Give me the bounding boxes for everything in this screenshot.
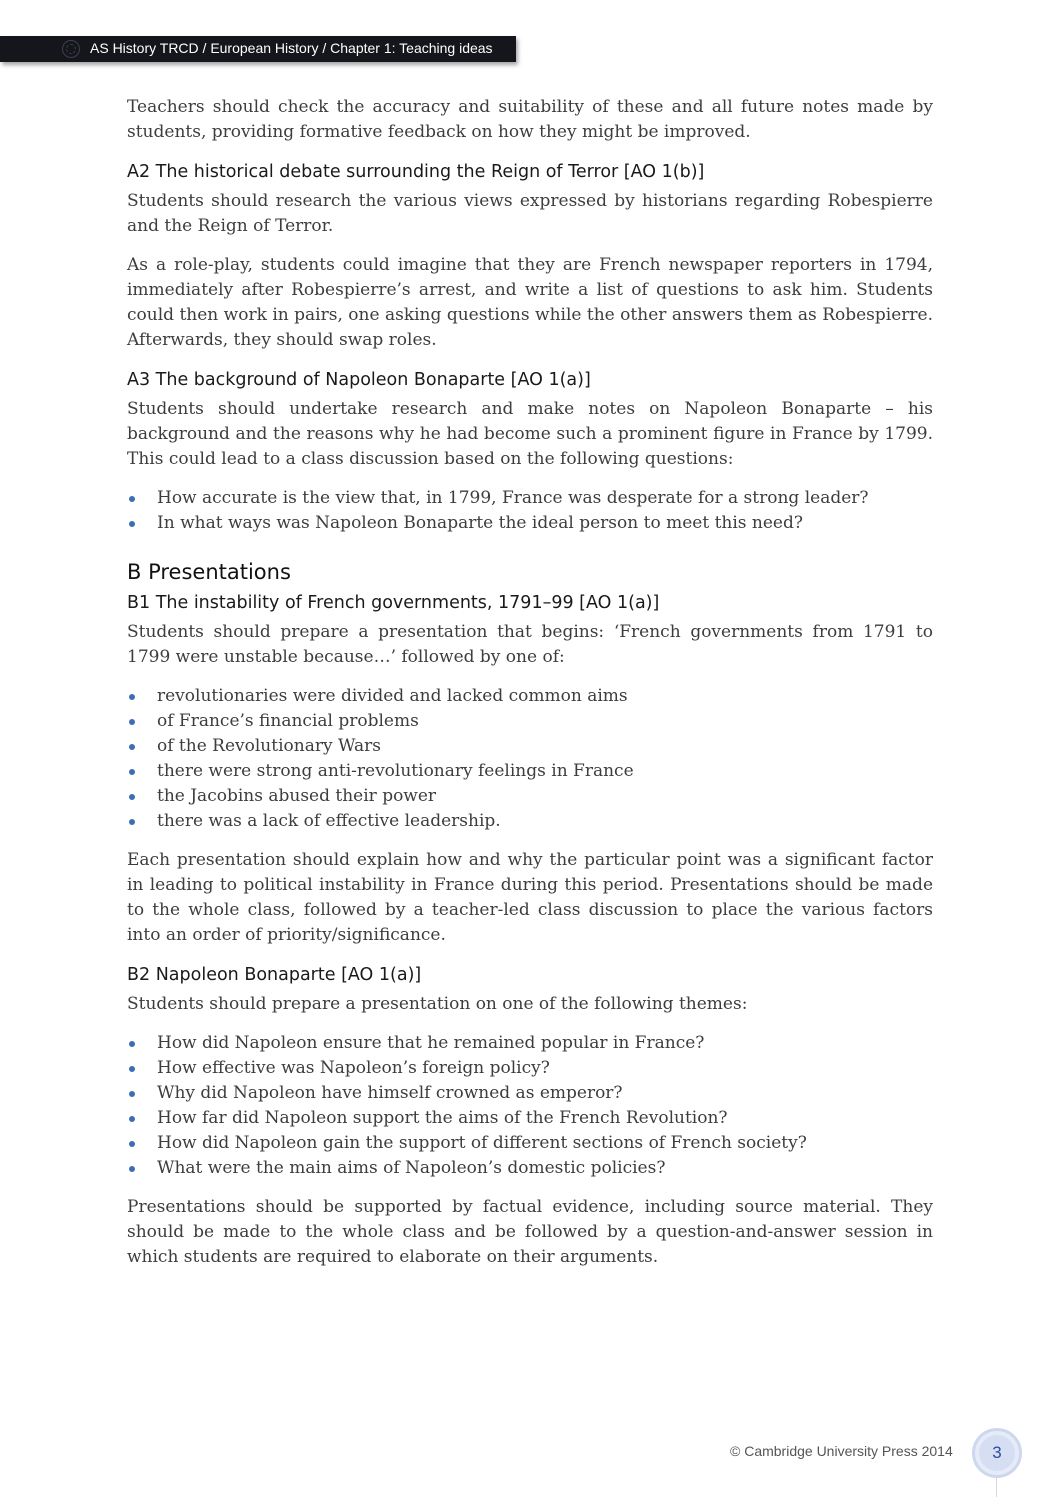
page-number: 3: [979, 1435, 1015, 1471]
list-item: there were strong anti-revolutionary feelings in France: [127, 759, 933, 784]
badge-divider: [996, 1478, 997, 1497]
intro-paragraph: Teachers should check the accuracy and suitability of these and all future notes made by students, providing formative feedback on how they might be improved.: [127, 97, 933, 142]
b2-paragraph-2: Presentations should be supported by factual evidence, including source material. They should be made to the whole class and be followed by a question-and-answer session in which students are required to elaborate on their arguments.: [127, 1197, 933, 1267]
bullet-icon: [129, 1116, 135, 1122]
list-item: How did Napoleon gain the support of different sections of French society?: [127, 1131, 933, 1156]
a3-paragraph-1: Students should undertake research and make notes on Napoleon Bonaparte – his background and the reasons why he had become such a prominent figure in France by 1799. This could lead to a class discussion based on the following questions:: [127, 399, 933, 469]
bullet-icon: [129, 1066, 135, 1072]
bullet-icon: [129, 521, 135, 527]
page-number-badge: [972, 1428, 1022, 1478]
b2-bullet-list: [127, 1031, 933, 1181]
b1-paragraph-2: Each presentation should explain how and why the particular point was a significant factor in leading to political instability in France during this period. Presentations should be made to the whole class, followed by a teacher-led class discussion to place the various factors into an order of priority/significance.: [127, 850, 933, 945]
header-title: AS History TRCD / European History / Chapter 1: Teaching ideas: [90, 40, 493, 56]
bullet-icon: [129, 694, 135, 700]
list-item: How effective was Napoleon’s foreign policy?: [127, 1056, 933, 1081]
a2-paragraph-2: As a role-play, students could imagine that they are French newspaper reporters in 1794, immediately after Robespierre’s arrest, and write a list of questions to ask him. Students could then work in pairs, one asking questions while the other answers them as Robespierre. Afterwards, they should swap roles.: [127, 255, 933, 350]
list-item: How far did Napoleon support the aims of the French Revolution?: [127, 1106, 933, 1131]
list-item: of the Revolutionary Wars: [127, 734, 933, 759]
list-item: Why did Napoleon have himself crowned as emperor?: [127, 1081, 933, 1106]
list-item: How did Napoleon ensure that he remained popular in France?: [127, 1031, 933, 1056]
b1-bullet-list: [127, 684, 933, 834]
bullet-icon: [129, 744, 135, 750]
bullet-icon: [129, 819, 135, 825]
bullet-icon: [129, 1041, 135, 1047]
list-item: revolutionaries were divided and lacked common aims: [127, 684, 933, 709]
list-item: there was a lack of effective leadership.: [127, 809, 933, 834]
page-content: [127, 95, 933, 1284]
a2-paragraph-1: Students should research the various views expressed by historians regarding Robespierre and the Reign of Terror.: [127, 191, 933, 236]
bullet-icon: [129, 1091, 135, 1097]
list-item: What were the main aims of Napoleon’s domestic policies?: [127, 1156, 933, 1181]
list-item: In what ways was Napoleon Bonaparte the ideal person to meet this need?: [127, 511, 933, 536]
b2-paragraph-1: Students should prepare a presentation on one of the following themes:: [127, 994, 748, 1014]
a2-heading: A2 The historical debate surrounding the Reign of Terror [AO 1(b)]: [127, 162, 705, 182]
b1-heading: B1 The instability of French governments, 1791–99 [AO 1(a)]: [127, 593, 660, 613]
section-b-heading: B Presentations: [127, 560, 291, 584]
bullet-icon: [129, 794, 135, 800]
bullet-icon: [129, 496, 135, 502]
list-item: of France’s financial problems: [127, 709, 933, 734]
a3-bullet-list: [127, 486, 933, 536]
bullet-icon: [129, 1141, 135, 1147]
bullet-icon: [129, 769, 135, 775]
b2-heading: B2 Napoleon Bonaparte [AO 1(a)]: [127, 965, 422, 985]
a3-heading: A3 The background of Napoleon Bonaparte [AO 1(a)]: [127, 370, 591, 390]
globe-icon: [62, 40, 80, 58]
bullet-icon: [129, 719, 135, 725]
list-item: the Jacobins abused their power: [127, 784, 933, 809]
copyright-notice: © Cambridge University Press 2014: [730, 1443, 953, 1459]
b1-paragraph-1: Students should prepare a presentation that begins: ‘French governments from 1791 to 1799 were unstable because…’ followed by one of:: [127, 622, 933, 667]
list-item: How accurate is the view that, in 1799, France was desperate for a strong leader?: [127, 486, 933, 511]
running-header: [0, 36, 516, 62]
bullet-icon: [129, 1166, 135, 1172]
